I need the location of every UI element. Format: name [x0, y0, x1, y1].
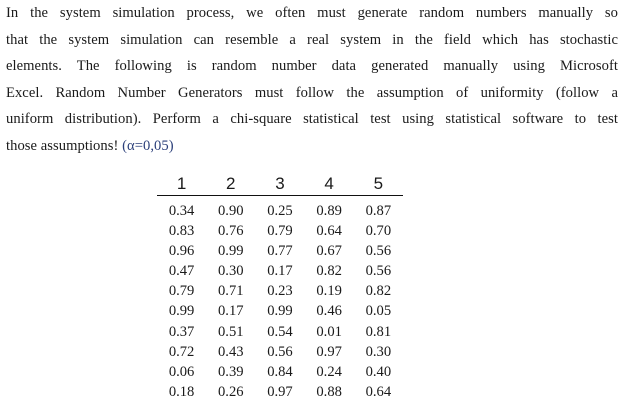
table-cell: 0.26 [218, 383, 244, 400]
table-cell: 0.40 [365, 363, 392, 380]
column-header: 2 [206, 172, 255, 196]
table-cell: 0.46 [316, 303, 342, 320]
table-cell: 0.97 [316, 343, 342, 360]
table-cell: 0.01 [316, 323, 342, 340]
table-cell: 0.47 [168, 263, 195, 280]
table-cell: 0.97 [267, 383, 293, 400]
table-cell: 0.30 [365, 343, 392, 360]
table-cell: 0.24 [316, 363, 342, 380]
column-header: 3 [255, 172, 304, 196]
table-cell: 0.37 [168, 323, 195, 340]
random-number-table [157, 172, 403, 402]
table-cell: 0.17 [267, 263, 293, 280]
random-number-table-wrap [157, 172, 403, 402]
table-cell: 0.30 [218, 263, 244, 280]
table-cell: 0.84 [267, 363, 293, 380]
table-header-row [157, 172, 403, 196]
table-cell: 0.64 [316, 223, 342, 240]
table-cell: 0.81 [365, 323, 392, 340]
table-row [157, 362, 403, 382]
table-row [157, 382, 403, 402]
table-row [157, 261, 403, 281]
table-cell: 0.56 [267, 343, 293, 360]
table-cell: 0.88 [316, 383, 342, 400]
table-cell: 0.87 [365, 203, 392, 219]
column-header: 5 [354, 172, 403, 196]
table-cell: 0.77 [267, 243, 293, 260]
table-cell: 0.99 [218, 243, 244, 260]
table-cell: 0.56 [365, 263, 392, 280]
column-header: 1 [157, 172, 206, 196]
question-line: In the system simulation process, we often must generate random numbers manually so [6, 5, 618, 21]
table-cell: 0.82 [365, 283, 392, 300]
table-cell: 0.25 [267, 203, 293, 219]
table-cell: 0.43 [218, 343, 244, 360]
table-cell: 0.39 [218, 363, 244, 380]
question-line: elements. The following is random number data generated manually using Microsoft [6, 58, 618, 74]
table-cell: 0.23 [267, 283, 293, 300]
table-cell: 0.96 [168, 243, 195, 260]
table-cell: 0.34 [168, 203, 195, 219]
table-cell: 0.83 [168, 223, 195, 240]
alpha-note: (α=0,05) [122, 137, 174, 154]
table-cell: 0.82 [316, 263, 342, 280]
table-cell: 0.76 [218, 223, 244, 240]
table-row [157, 281, 403, 301]
table-cell: 0.19 [316, 283, 342, 300]
table-cell: 0.18 [168, 383, 195, 400]
table-row [157, 322, 403, 342]
question-last-line-text: those assumptions! [6, 137, 119, 154]
table-cell: 0.79 [267, 223, 293, 240]
question-last-line [6, 133, 618, 160]
question-paragraph [6, 0, 618, 159]
table-cell: 0.99 [168, 303, 195, 320]
table-cell: 0.51 [218, 323, 244, 340]
table-cell: 0.70 [365, 223, 392, 240]
table-cell: 0.90 [218, 203, 244, 219]
table-row [157, 301, 403, 321]
table-row [157, 342, 403, 362]
question-line: uniform distribution). Perform a chi-square statistical test using statistical software to test [6, 111, 618, 127]
table-cell: 0.54 [267, 323, 293, 340]
table-cell: 0.64 [365, 383, 392, 400]
column-header: 4 [305, 172, 354, 196]
question-line: that the system simulation can resemble a real system in the field which has stochastic [6, 31, 618, 48]
table-cell: 0.67 [316, 243, 342, 260]
table-cell: 0.79 [168, 283, 195, 300]
table-cell: 0.89 [316, 203, 342, 219]
table-cell: 0.06 [168, 363, 195, 380]
table-cell: 0.05 [365, 303, 392, 320]
table-cell: 0.99 [267, 303, 293, 320]
table-cell: 0.72 [168, 343, 195, 360]
table-row [157, 241, 403, 261]
table-row [157, 196, 403, 222]
table-row [157, 221, 403, 241]
question-line: Excel. Random Number Generators must follow the assumption of uniformity (follow a [6, 84, 618, 101]
table-cell: 0.56 [365, 243, 392, 260]
table-cell: 0.71 [218, 283, 244, 300]
table-cell: 0.17 [218, 303, 244, 320]
